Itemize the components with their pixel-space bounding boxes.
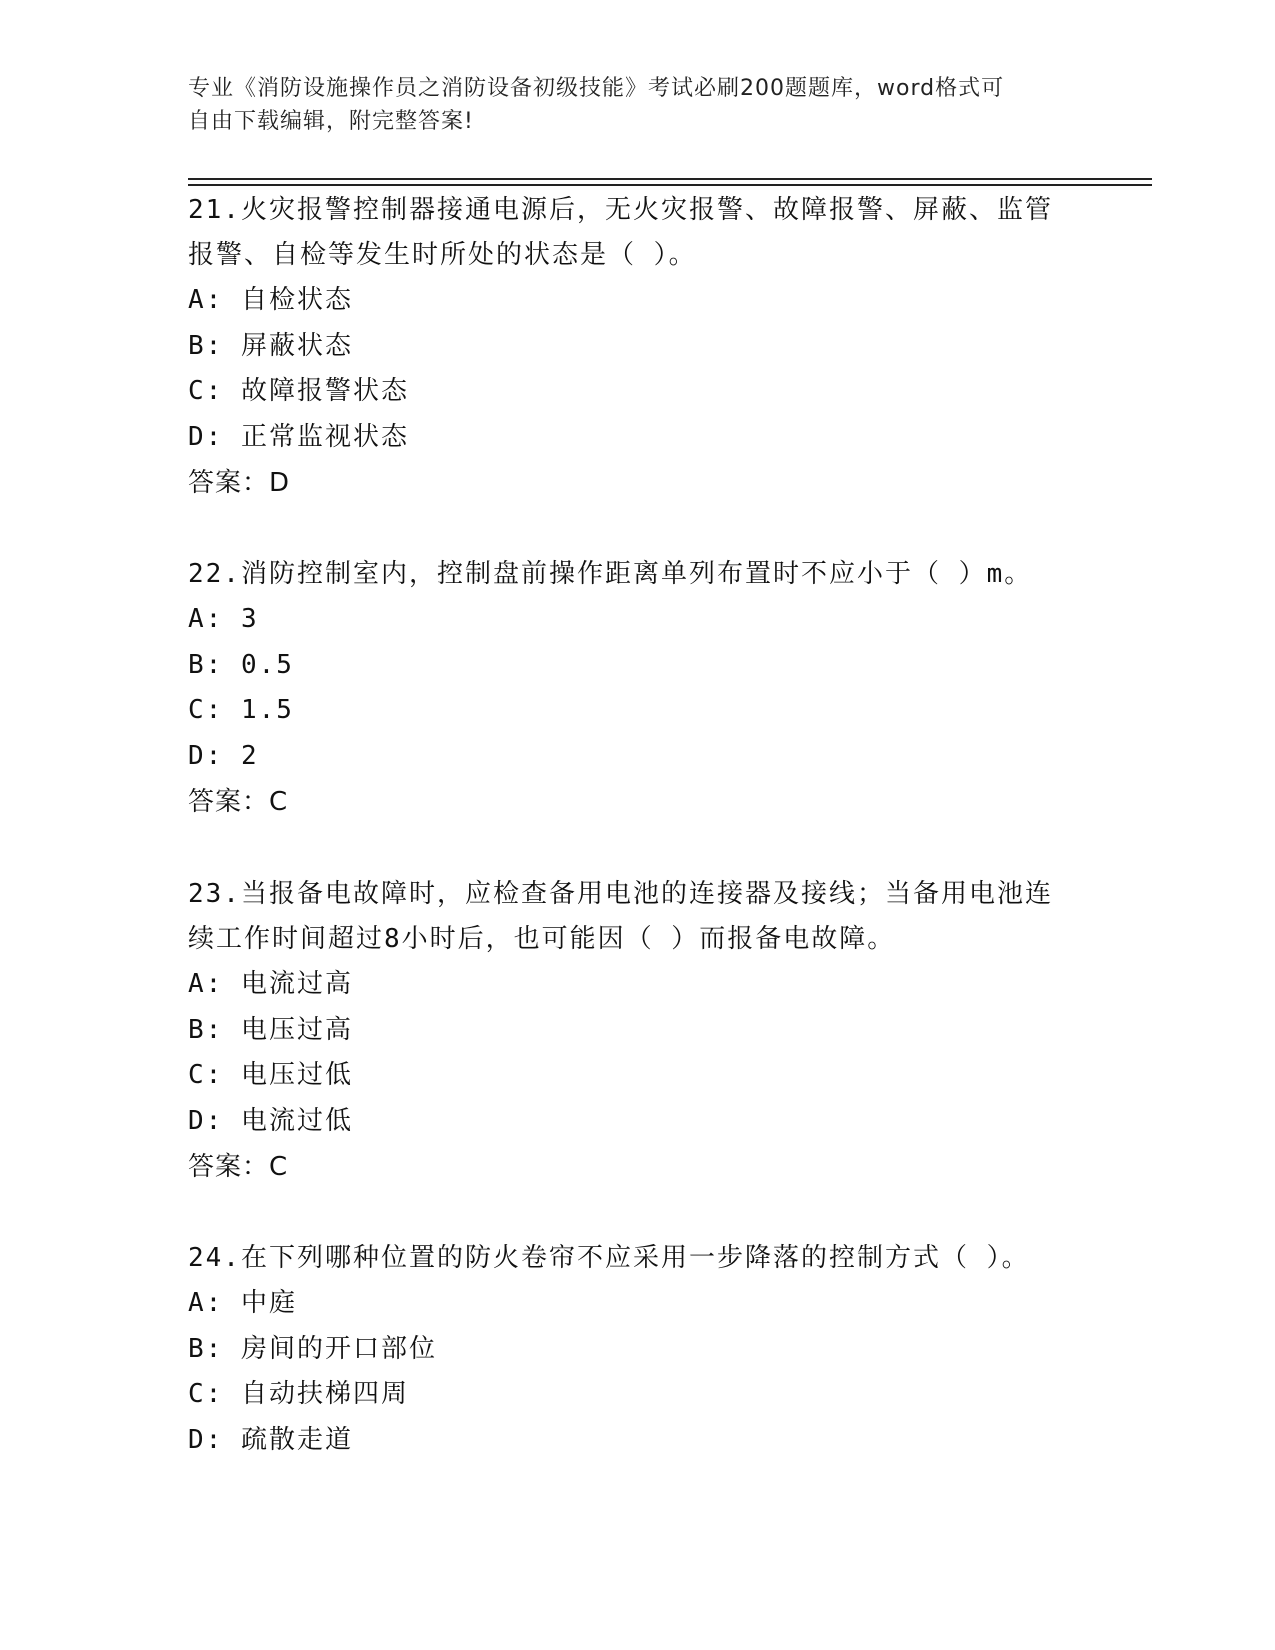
question-23 bbox=[188, 872, 1088, 1190]
header-line-2: 自由下载编辑，附完整答案! bbox=[188, 109, 474, 134]
question-22 bbox=[188, 552, 1088, 825]
question-stem: 23.当报备电故障时，应检查备用电池的连接器及接线；当备用电池连 bbox=[188, 879, 1053, 909]
header-divider-bottom bbox=[188, 184, 1152, 186]
answer: 答案：C bbox=[188, 1152, 289, 1182]
question-24 bbox=[188, 1236, 1088, 1463]
question-stem: 22.消防控制室内，控制盘前操作距离单列布置时不应小于（ ）m。 bbox=[188, 559, 1033, 589]
option-c: C: 电压过低 bbox=[188, 1060, 353, 1090]
option-d: D: 疏散走道 bbox=[188, 1424, 353, 1455]
option-a: A: 中庭 bbox=[188, 1288, 297, 1318]
option-b: B: 房间的开口部位 bbox=[188, 1333, 437, 1364]
option-c: C: 1.5 bbox=[188, 695, 294, 725]
option-a: A: 自检状态 bbox=[188, 285, 353, 315]
header-line-1: 专业《消防设施操作员之消防设备初级技能》考试必刷200题题库，word格式可 bbox=[188, 76, 1005, 101]
option-d: D: 电流过低 bbox=[188, 1105, 353, 1136]
option-d: D: 2 bbox=[188, 740, 259, 771]
question-21 bbox=[188, 188, 1088, 506]
option-c: C: 故障报警状态 bbox=[188, 376, 409, 406]
question-stem: 24.在下列哪种位置的防火卷帘不应采用一步降落的控制方式（ ）。 bbox=[188, 1243, 1030, 1273]
option-a: A: 3 bbox=[188, 604, 259, 634]
header-divider-top bbox=[188, 178, 1152, 180]
option-a: A: 电流过高 bbox=[188, 969, 353, 999]
question-stem: 21.火灾报警控制器接通电源后，无火灾报警、故障报警、屏蔽、监管 bbox=[188, 195, 1053, 225]
option-b: B: 电压过高 bbox=[188, 1014, 353, 1045]
answer: 答案：D bbox=[188, 468, 291, 498]
question-stem-continued: 报警、自检等发生时所处的状态是（ ）。 bbox=[188, 240, 697, 270]
question-stem-continued: 续工作时间超过8小时后，也可能因（ ）而报备电故障。 bbox=[188, 924, 896, 954]
document-header bbox=[188, 72, 1068, 138]
option-b: B: 0.5 bbox=[188, 649, 294, 680]
answer: 答案：C bbox=[188, 787, 289, 817]
option-d: D: 正常监视状态 bbox=[188, 421, 409, 452]
option-c: C: 自动扶梯四周 bbox=[188, 1379, 409, 1409]
option-b: B: 屏蔽状态 bbox=[188, 330, 353, 361]
